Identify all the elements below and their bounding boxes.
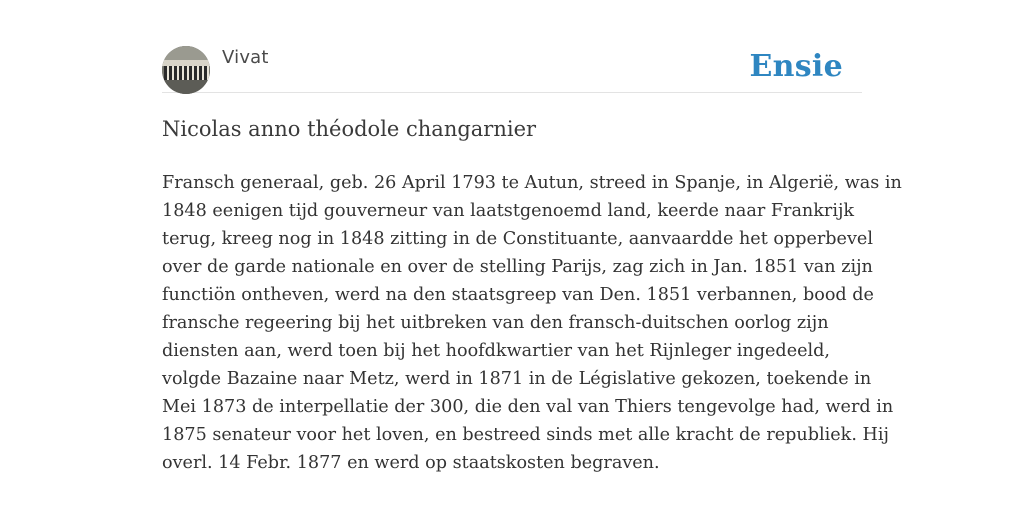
brand-logo-link[interactable]: Ensie xyxy=(749,49,843,84)
body-line: fransche regeering bij het uitbreken van den fransch-duitschen oorlog zijn xyxy=(162,313,829,333)
author-name-link[interactable]: Vivat xyxy=(222,47,269,68)
body-line: Mei 1873 de interpellatie der 300, die den val van Thiers tengevolge had, werd in xyxy=(162,397,894,417)
body-line: terug, kreeg nog in 1848 zitting in de Constituante, aanvaardde het opperbevel xyxy=(162,229,873,249)
body-line: 1848 eenigen tijd gouverneur van laatstgenoemd land, keerde naar Frankrijk xyxy=(162,201,855,221)
body-line: over de garde nationale en over de stelling Parijs, zag zich in Jan. 1851 van zijn xyxy=(162,257,873,277)
page-title: Nicolas anno théodole changarnier xyxy=(162,117,537,141)
avatar[interactable] xyxy=(162,46,210,94)
body-line: Fransch generaal, geb. 26 April 1793 te Autun, streed in Spanje, in Algerië, was in xyxy=(162,173,902,193)
typewriter-keys-avatar-icon xyxy=(162,46,210,94)
body-line: functiön ontheven, werd na den staatsgreep van Den. 1851 verbannen, bood de xyxy=(162,285,874,305)
article-body xyxy=(162,169,902,477)
body-line: 1875 senateur voor het loven, en bestreed sinds met alle kracht de republiek. Hij xyxy=(162,425,889,445)
header xyxy=(162,46,862,93)
body-line: diensten aan, werd toen bij het hoofdkwartier van het Rijnleger ingedeeld, xyxy=(162,341,830,361)
body-line: volgde Bazaine naar Metz, werd in 1871 in de Législative gekozen, toekende in xyxy=(162,369,872,389)
body-line: overl. 14 Febr. 1877 en werd op staatskosten begraven. xyxy=(162,453,660,473)
